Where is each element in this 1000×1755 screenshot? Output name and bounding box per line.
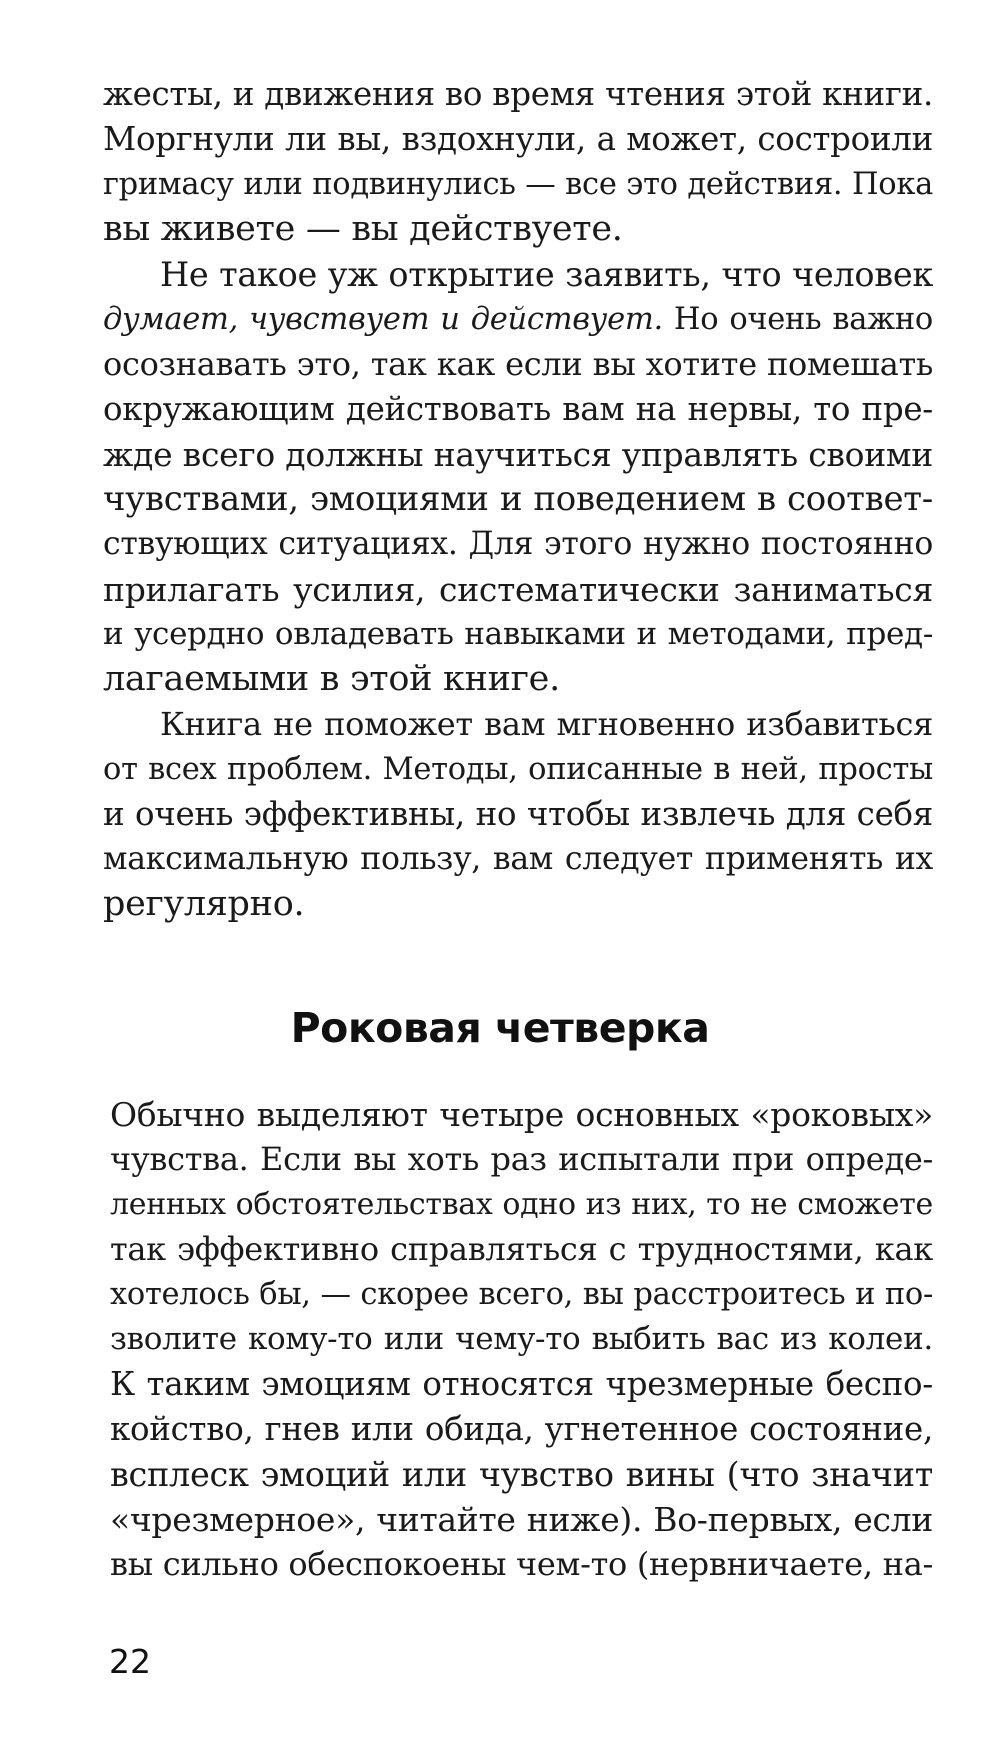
text-line: окружающим действовать вам на нервы, то пре- bbox=[103, 390, 933, 428]
section-text-line: вы сильно обеспокоены чем-то (нервничаете, на- bbox=[110, 1545, 933, 1583]
text-line: максимальную пользу, вам следует применять их bbox=[103, 841, 933, 877]
text-line-with-italic bbox=[103, 297, 933, 342]
text-line: гримасу или подвинулись — все это действия. Пока bbox=[103, 167, 933, 202]
text-line: и очень эффективны, но чтобы извлечь для себя bbox=[103, 795, 933, 833]
page-number: 22 bbox=[109, 1642, 151, 1681]
section-heading: Роковая четверка bbox=[290, 1004, 710, 1052]
section-text-line: «чрезмерное», читайте ниже). Во-первых, если bbox=[110, 1500, 933, 1539]
text-line: лагаемыми в этой книге. bbox=[103, 659, 560, 699]
text-line: ствующих ситуациях. Для этого нужно постоянно bbox=[103, 526, 933, 562]
section-text-line: всплеск эмоций или чувство вины (что значит bbox=[110, 1455, 933, 1494]
text-line: осознавать это, так как если вы хотите помешать bbox=[103, 345, 933, 383]
text-line: чувствами, эмоциями и поведением в соответ- bbox=[103, 479, 933, 519]
italic-phrase: думает, чувствует и действует. bbox=[103, 302, 663, 337]
text-line: жесты, и движения во время чтения этой книги. bbox=[103, 75, 933, 113]
text-fragment: Но очень важно bbox=[673, 302, 933, 337]
section-text-line: Обычно выделяют четыре основных «роковых» bbox=[110, 1095, 933, 1134]
section-text-line: зволите кому-то или чему-то выбить вас из колеи. bbox=[110, 1321, 933, 1357]
text-line: прилагать усилия, систематически заниматься bbox=[103, 570, 933, 609]
text-line: регулярно. bbox=[103, 884, 305, 924]
section-text-line: ленных обстоятельствах одно из них, то не сможете bbox=[110, 1187, 933, 1222]
section-text-line: хотелось бы, — скорее всего, вы расстроитесь и по- bbox=[110, 1277, 933, 1312]
text-line: от всех проблем. Методы, описанные в ней, просты bbox=[103, 752, 933, 787]
section-text-line: К таким эмоциям относятся чрезмерные беспо- bbox=[110, 1365, 933, 1403]
text-line: Книга не поможет вам мгновенно избавиться bbox=[160, 705, 933, 743]
section-text-line: чувства. Если вы хоть раз испытали при опреде- bbox=[110, 1140, 933, 1178]
text-line: Не такое уж открытие заявить, что человек bbox=[160, 255, 933, 294]
text-line: Моргнули ли вы, вздохнули, а может, состроили bbox=[103, 120, 933, 158]
section-text-line: так эффективно справляться с трудностями, как bbox=[110, 1230, 933, 1268]
text-line: и усердно овладевать навыками и методами, пред- bbox=[103, 616, 933, 652]
section-text-line: койство, гнев или обида, угнетенное состояние, bbox=[110, 1410, 933, 1448]
text-line: вы живете — вы действуете. bbox=[103, 209, 623, 249]
text-line: жде всего должны научиться управлять своими bbox=[103, 435, 933, 474]
